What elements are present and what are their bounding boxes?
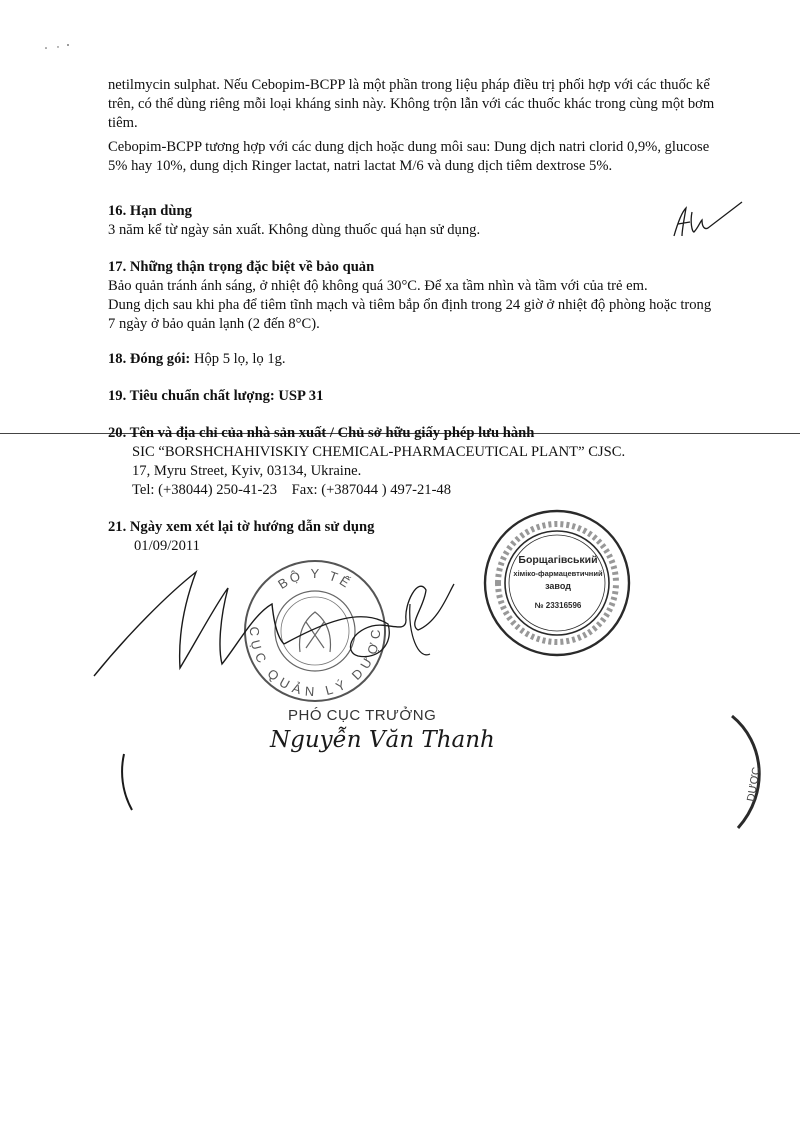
section-18-title: 18. Đóng gói: [108, 351, 191, 367]
scan-speck [44, 38, 74, 46]
company-stamp-line3: завод [545, 581, 571, 591]
section-17-line2: Dung dịch sau khi pha để tiêm tĩnh mạch và tiêm bắp ổn định trong 24 giờ ở nhiệt độ phòng hoặc trong 7 ngày ở bảo quản lạnh (2 đến 8°C). [108, 297, 712, 332]
section-17-line1: Bảo quản tránh ánh sáng, ở nhiệt độ không quá 30°C. Để xa tầm nhìn và tầm với của trẻ em. [108, 278, 648, 294]
compatibility-paragraph: Cebopim-BCPP tương hợp với các dung dịch hoặc dung môi sau: Dung dịch natri clorid 0,9%, glucose 5% hay 10%, dung dịch Ringer lactat, natri lactat M/6 và dung dịch tiêm dextrose 5%. [108, 139, 710, 174]
section-18-text: Hộp 5 lọ, lọ 1g. [193, 351, 286, 367]
ministry-stamp-top: BỘ Y TẾ [275, 565, 355, 592]
director-signature [88, 564, 528, 684]
edge-stamp-text: DƯỢC [745, 766, 763, 803]
initials-signature [668, 198, 748, 244]
manufacturer-name: SIC “BORSHCHAHIVISKIY CHEMICAL-PHARMACEUTICAL PLANT” CJSC. [132, 444, 626, 460]
company-stamp-line4: № 23316596 [534, 601, 582, 610]
section-20-title: 20. Tên và địa chỉ của nhà sản xuất / Chủ sở hữu giấy phép lưu hành [108, 425, 535, 441]
company-stamp-line1: Борщагівський [518, 554, 598, 566]
section-16-title: 16. Hạn dùng [108, 203, 192, 219]
manufacturer-address: 17, Myru Street, Kyiv, 03134, Ukraine. [132, 463, 362, 479]
section-20 [108, 424, 625, 500]
continuation-paragraph: netilmycin sulphat. Nếu Cebopim-BCPP là một phần trong liệu pháp điều trị phối hợp với các thuốc kể trên, có thể dùng riêng mỗi loại kháng sinh này. Không trộn lẫn với các thuốc khác trong cùng một bơm tiêm. [108, 77, 715, 131]
company-stamp-line2: хіміко-фармацевтичний [513, 569, 603, 578]
approval-title: PHÓ CỤC TRƯỞNG [288, 707, 437, 724]
edge-stamp-fragment [724, 712, 800, 832]
section-19-title: 19. Tiêu chuẩn chất lượng: USP 31 [108, 388, 324, 404]
section-16 [108, 202, 480, 240]
review-date: 01/09/2011 [134, 538, 200, 554]
section-17-title: 17. Những thận trọng đặc biệt về bảo quản [108, 259, 375, 275]
section-17 [108, 258, 728, 334]
manufacturer-tel: Tel: (+38044) 250-41-23 [132, 482, 278, 498]
ministry-stamp-bottom: CỤC QUẢN LÝ DƯỢC [246, 626, 384, 700]
section-16-text: 3 năm kể từ ngày sản xuất. Không dùng thuốc quá hạn sử dụng. [108, 222, 481, 238]
pen-stroke [116, 752, 138, 812]
approval-name: Nguyễn Văn Thanh [270, 727, 495, 753]
manufacturer-fax: Fax: (+387044 ) 497-21-48 [291, 482, 452, 498]
manufacturer-contact [132, 481, 625, 500]
section-18 [108, 350, 286, 369]
section-21-title: 21. Ngày xem xét lại tờ hướng dẫn sử dụng [108, 519, 375, 535]
section-21 [108, 518, 374, 556]
